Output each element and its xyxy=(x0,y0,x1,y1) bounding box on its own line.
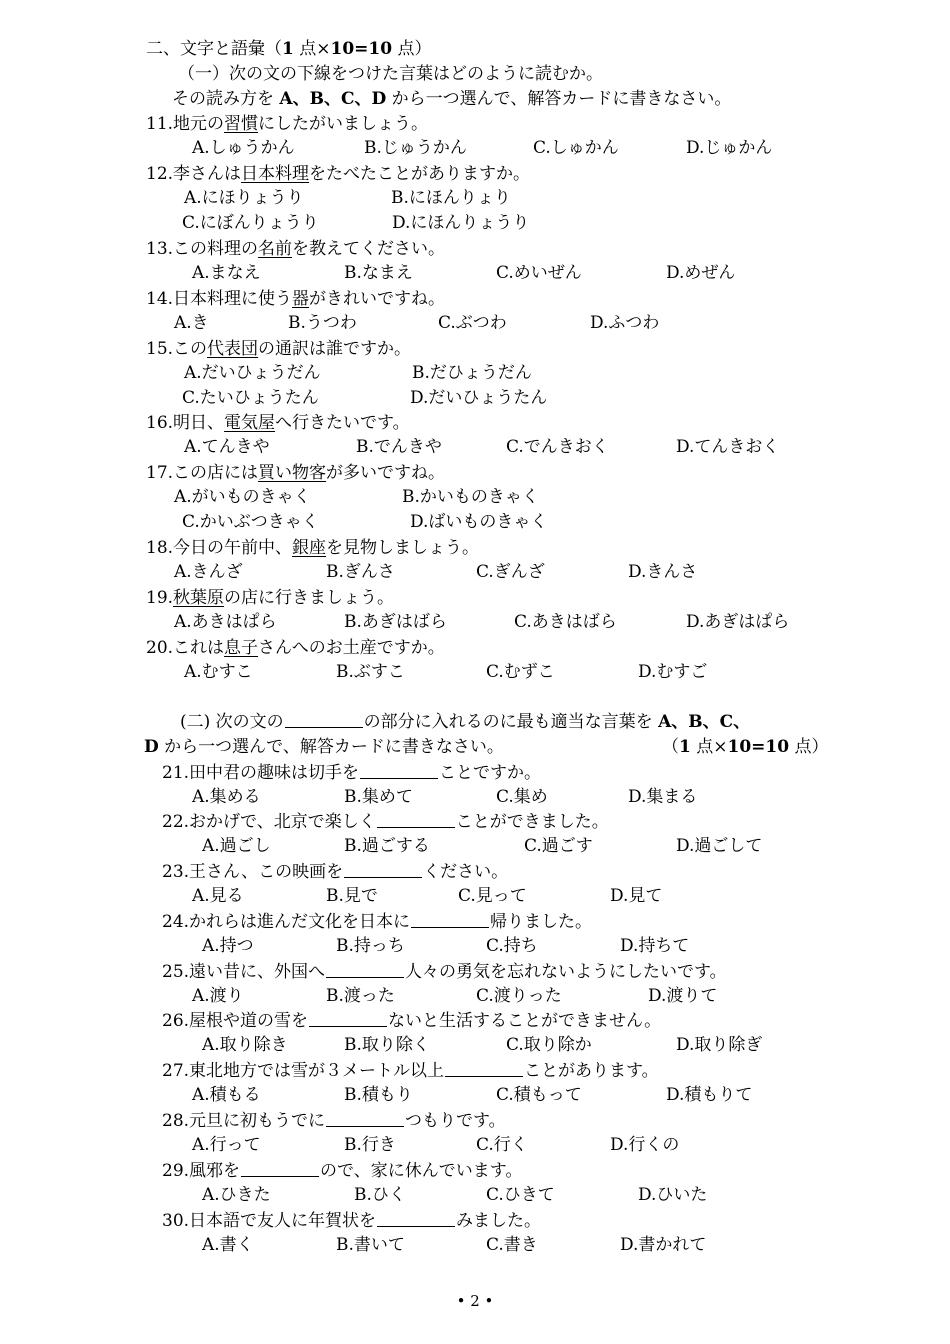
question-text-post: を教えてください。 xyxy=(292,239,446,259)
answer-option: B.ぎんさ xyxy=(326,562,395,582)
question-12 xyxy=(146,163,530,185)
answer-option: A.渡り xyxy=(192,986,244,1006)
underlined-word: 器 xyxy=(292,289,310,309)
part2-score-value2: 10=10 xyxy=(727,737,790,757)
question-23 xyxy=(162,861,508,883)
question-number: 13. xyxy=(146,239,174,259)
answer-option: C.あきはばら xyxy=(514,612,617,632)
answer-option: D.持ちて xyxy=(620,936,690,956)
part2-instr1-letters: A、B、C、 xyxy=(658,712,751,732)
answer-option: A.書く xyxy=(202,1235,254,1255)
answer-option: D.見て xyxy=(610,886,663,906)
answer-option: C.でんきおく xyxy=(506,437,609,457)
answer-option: B.集めて xyxy=(344,787,413,807)
question-29 xyxy=(162,1160,522,1182)
question-19 xyxy=(146,587,394,609)
question-text-pre: これは xyxy=(173,638,225,658)
answer-option: C.たいひょうたん xyxy=(182,388,319,408)
question-26 xyxy=(162,1010,661,1032)
answer-option: A.てんきや xyxy=(184,437,270,457)
question-18 xyxy=(146,537,479,559)
answer-option: B.ひく xyxy=(354,1185,406,1205)
answer-option: D.むすご xyxy=(638,662,708,682)
question-number: 30. xyxy=(162,1211,190,1231)
part2-score-value: 1 xyxy=(679,737,691,757)
question-20 xyxy=(146,637,445,659)
question-30 xyxy=(162,1210,541,1232)
question-text-post: ことがあります。 xyxy=(524,1061,659,1081)
underlined-word: 電気屋 xyxy=(224,413,276,433)
question-number: 18. xyxy=(146,538,174,558)
answer-option: B.渡った xyxy=(326,986,395,1006)
part1-instruction-1: （一）次の文の下線をつけた言葉はどのように読むか。 xyxy=(178,64,603,84)
question-17 xyxy=(146,462,445,484)
question-text-post: 人々の勇気を忘れないようにしたいです。 xyxy=(405,962,727,982)
answer-option: C.積もって xyxy=(496,1085,582,1105)
answer-option: B.取り除く xyxy=(344,1035,430,1055)
answer-option: C.ぎんざ xyxy=(476,562,545,582)
question-text-post: つもりです。 xyxy=(405,1111,506,1131)
question-number: 19. xyxy=(146,588,174,608)
question-number: 15. xyxy=(146,339,174,359)
question-number: 24. xyxy=(162,912,190,932)
question-number: 16. xyxy=(146,413,174,433)
underlined-word: 習慣 xyxy=(224,114,259,134)
question-24 xyxy=(162,911,592,933)
answer-option: A.集める xyxy=(192,787,261,807)
answer-option: C.しゅかん xyxy=(533,138,619,158)
answer-blank xyxy=(411,911,489,928)
answer-option: C.書き xyxy=(486,1235,538,1255)
answer-option: C.ぶつわ xyxy=(438,313,507,333)
question-13 xyxy=(146,238,445,260)
answer-blank xyxy=(445,1060,523,1077)
answer-option: B.うつわ xyxy=(288,313,357,333)
answer-option: D.めぜん xyxy=(666,263,736,283)
answer-option: A.まなえ xyxy=(192,263,261,283)
question-text-post: さんへのお土産ですか。 xyxy=(258,638,445,658)
answer-option: B.あぎはばら xyxy=(344,612,447,632)
question-text-pre: 地元の xyxy=(173,114,225,134)
answer-option: A.持つ xyxy=(202,936,254,956)
answer-option: B.かいものきゃく xyxy=(402,487,539,507)
underlined-word: 秋葉原 xyxy=(173,588,225,608)
answer-option: B.見で xyxy=(326,886,378,906)
answer-option: C.にぼんりょうり xyxy=(182,213,319,233)
answer-option: B.にほんりょり xyxy=(391,188,511,208)
answer-option: D.じゅかん xyxy=(686,138,773,158)
underlined-word: 日本料理 xyxy=(241,164,310,184)
answer-option: A.がいものきゃく xyxy=(174,487,311,507)
question-number: 14. xyxy=(146,289,174,309)
answer-option: D.集まる xyxy=(628,787,698,807)
question-text-post: みました。 xyxy=(456,1211,542,1231)
question-text-pre: この料理の xyxy=(173,239,259,259)
answer-blank xyxy=(377,1210,455,1227)
question-28 xyxy=(162,1110,506,1132)
answer-option: C.ひきて xyxy=(486,1185,555,1205)
answer-option: B.積もり xyxy=(344,1085,413,1105)
question-text-post: の通訳は誰ですか。 xyxy=(258,339,412,359)
answer-option: D.ひいた xyxy=(638,1185,708,1205)
question-text-pre: 東北地方では雪が３メートル以上 xyxy=(189,1061,445,1081)
answer-blank xyxy=(344,861,422,878)
answer-option: A.取り除き xyxy=(202,1035,288,1055)
answer-option: C.めいぜん xyxy=(496,263,582,283)
part2-score-pre: （ xyxy=(662,737,679,757)
answer-option: D.行くの xyxy=(610,1135,680,1155)
question-number: 23. xyxy=(162,862,190,882)
question-text-pre: おかげで、北京で楽しく xyxy=(189,812,376,832)
question-text-post: をたべたことがありますか。 xyxy=(309,164,531,184)
question-number: 26. xyxy=(162,1011,190,1031)
answer-option: B.持っち xyxy=(336,936,405,956)
instr2-pre: その読み方を xyxy=(172,89,280,109)
answer-option: D.だいひょうたん xyxy=(410,388,548,408)
question-text-post: へ行きたいです。 xyxy=(275,413,410,433)
answer-option: C.かいぶつきゃく xyxy=(182,512,319,532)
answer-option: A.むすこ xyxy=(184,662,253,682)
answer-option: A.過ごし xyxy=(202,836,271,856)
question-number: 25. xyxy=(162,962,190,982)
question-number: 11. xyxy=(146,114,174,134)
question-text-pre: 屋根や道の雪を xyxy=(189,1011,309,1031)
answer-option: A.積もる xyxy=(192,1085,261,1105)
answer-blank xyxy=(360,762,438,779)
question-21 xyxy=(162,762,541,784)
question-text-pre: 王さん、この映画を xyxy=(189,862,344,882)
answer-option: C.行く xyxy=(476,1135,528,1155)
question-number: 12. xyxy=(146,164,174,184)
answer-option: B.だひょうだん xyxy=(412,363,532,383)
answer-blank xyxy=(241,1160,319,1177)
answer-option: A.行って xyxy=(192,1135,261,1155)
question-22 xyxy=(162,811,609,833)
answer-option: B.じゅうかん xyxy=(364,138,467,158)
answer-option: D.取り除ぎ xyxy=(676,1035,763,1055)
underlined-word: 代表団 xyxy=(207,339,259,359)
answer-option: B.なまえ xyxy=(344,263,413,283)
answer-option: B.ぶすこ xyxy=(336,662,405,682)
question-text-post: ことですか。 xyxy=(439,763,542,783)
question-14 xyxy=(146,288,445,310)
answer-option: C.集め xyxy=(496,787,548,807)
answer-option: A.きんざ xyxy=(174,562,243,582)
answer-blank xyxy=(309,1010,387,1027)
question-text-pre: 風邪を xyxy=(189,1161,241,1181)
answer-option: A.だいひょうだん xyxy=(184,363,321,383)
question-number: 20. xyxy=(146,638,174,658)
answer-option: A.見る xyxy=(192,886,244,906)
part2-instr2-letter: D xyxy=(144,737,159,757)
question-text-post: ことができました。 xyxy=(455,812,609,832)
answer-option: C.持ち xyxy=(486,936,538,956)
answer-option: C.過ごす xyxy=(524,836,593,856)
instr2-post: から一つ選んで、解答カードに書きなさい。 xyxy=(386,89,732,109)
answer-blank xyxy=(326,961,404,978)
answer-option: B.過ごする xyxy=(344,836,430,856)
underlined-word: 息子 xyxy=(224,638,259,658)
question-25 xyxy=(162,961,727,983)
underlined-word: 買い物客 xyxy=(258,463,327,483)
title-score2: 10=10 xyxy=(330,39,393,59)
answer-option: D.書かれて xyxy=(620,1235,707,1255)
question-text-pre: 元旦に初もうでに xyxy=(189,1111,326,1131)
answer-option: D.ばいものきゃく xyxy=(410,512,548,532)
answer-option: C.取り除か xyxy=(506,1035,592,1055)
part2-instr1-post: の部分に入れるのに最も適当な言葉を xyxy=(363,712,659,732)
question-text-pre: この xyxy=(173,339,208,359)
question-text-post: がきれいですね。 xyxy=(309,289,446,309)
question-16 xyxy=(146,412,410,434)
question-text-pre: 遠い昔に、外国へ xyxy=(189,962,326,982)
question-text-pre: 李さんは xyxy=(173,164,242,184)
question-text-post: 帰りました。 xyxy=(490,912,593,932)
answer-option: B.書いて xyxy=(336,1235,405,1255)
question-text-post: ないと生活することができません。 xyxy=(388,1011,662,1031)
part1-instruction-2 xyxy=(172,88,731,110)
part2-score xyxy=(662,736,828,758)
question-number: 27. xyxy=(162,1061,190,1081)
answer-option: C.渡りった xyxy=(476,986,562,1006)
part2-score-post: 点） xyxy=(789,737,829,757)
part2-instr2-post: から一つ選んで、解答カードに書きなさい。 xyxy=(158,737,504,757)
answer-option: D.過ごして xyxy=(676,836,763,856)
question-text-post: を見物しましょう。 xyxy=(326,538,480,558)
question-text-post: ので、家に休んでいます。 xyxy=(320,1161,523,1181)
page-number: • 2 • xyxy=(456,1292,494,1310)
answer-option: D.ふつわ xyxy=(590,313,660,333)
answer-option: D.渡りて xyxy=(648,986,718,1006)
answer-option: D.積もりて xyxy=(666,1085,753,1105)
answer-option: D.にほんりょうり xyxy=(392,213,530,233)
answer-option: C.むずこ xyxy=(486,662,555,682)
question-number: 17. xyxy=(146,463,174,483)
question-number: 21. xyxy=(162,763,190,783)
answer-option: B.行き xyxy=(344,1135,396,1155)
question-text-pre: 今日の午前中、 xyxy=(173,538,293,558)
section-title xyxy=(146,38,431,60)
answer-option: A.しゅうかん xyxy=(192,138,295,158)
answer-option: D.てんきおく xyxy=(676,437,780,457)
answer-option: A.にほりょうり xyxy=(184,188,304,208)
question-text-pre: 明日、 xyxy=(173,413,225,433)
question-text-post: の店に行きましょう。 xyxy=(224,588,395,608)
question-number: 29. xyxy=(162,1161,190,1181)
answer-blank xyxy=(285,711,363,728)
answer-blank xyxy=(326,1110,404,1127)
title-mid: 点× xyxy=(293,39,331,59)
answer-option: C.見って xyxy=(458,886,527,906)
question-11 xyxy=(146,113,428,135)
answer-option: A.ひきた xyxy=(202,1185,271,1205)
instr2-letters: A、B、C、D xyxy=(279,89,387,109)
question-text-pre: この店には xyxy=(173,463,259,483)
answer-blank xyxy=(377,811,455,828)
answer-option: A.あきはぱら xyxy=(174,612,277,632)
question-text-post: にしたがいましょう。 xyxy=(258,114,429,134)
title-score: 1 xyxy=(282,39,294,59)
part2-instruction-1 xyxy=(180,711,750,733)
question-15 xyxy=(146,338,411,360)
title-suffix: 点） xyxy=(392,39,432,59)
question-27 xyxy=(162,1060,659,1082)
underlined-word: 銀座 xyxy=(292,538,327,558)
question-text-pre: かれらは進んだ文化を日本に xyxy=(189,912,411,932)
underlined-word: 名前 xyxy=(258,239,293,259)
part2-score-mid: 点× xyxy=(690,737,728,757)
question-text-pre: 田中君の趣味は切手を xyxy=(189,763,360,783)
question-text-pre: 日本料理に使う xyxy=(173,289,293,309)
part2-instruction-2 xyxy=(144,736,504,758)
answer-option: D.あぎはぱら xyxy=(686,612,790,632)
question-number: 28. xyxy=(162,1111,190,1131)
question-text-post: ください。 xyxy=(423,862,509,882)
question-text-pre: 日本語で友人に年賀状を xyxy=(189,1211,377,1231)
question-text-post: が多いですね。 xyxy=(326,463,446,483)
answer-option: B.でんきや xyxy=(356,437,442,457)
answer-option: D.きんさ xyxy=(628,562,698,582)
title-prefix: 二、文字と語彙（ xyxy=(146,39,282,59)
answer-option: A.き xyxy=(174,313,209,333)
question-number: 22. xyxy=(162,812,190,832)
part2-instr1-pre: (二) 次の文の xyxy=(180,712,284,732)
